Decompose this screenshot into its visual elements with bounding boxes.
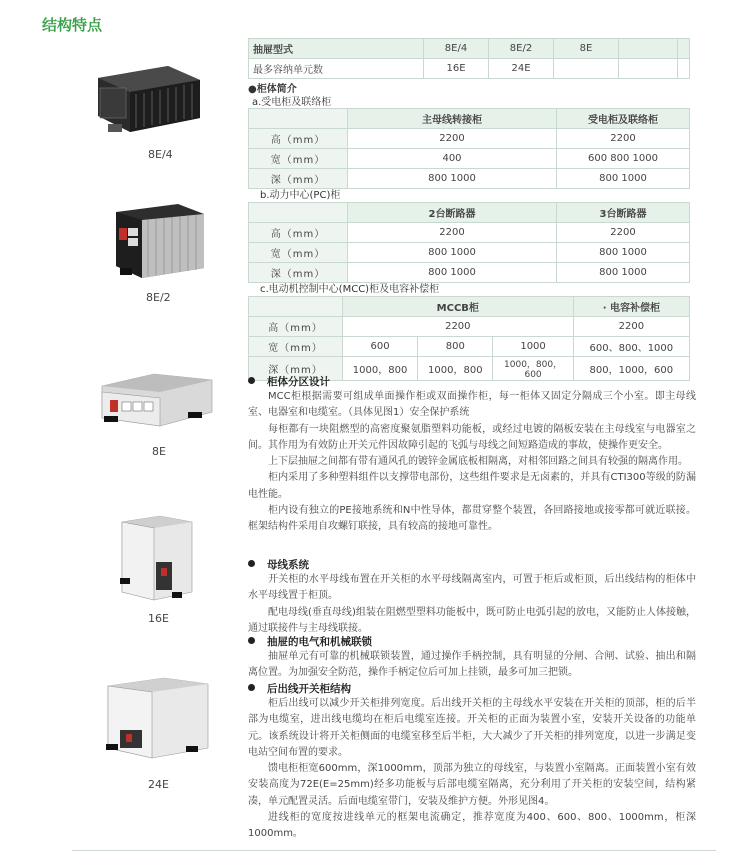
table-cell: 2200	[348, 223, 557, 243]
drawer-16e-image	[116, 512, 196, 608]
paragraph: 开关柜的水平母线布置在开关柜的水平母线隔离室内，可置于柜后或柜顶，后出线结构的柜体中水平母线置于柜顶。	[248, 574, 696, 602]
drawer-8e-image	[96, 368, 216, 436]
table-cell: 深（mm）	[249, 263, 348, 283]
table-cell: 深（mm）	[249, 357, 343, 381]
section-heading-text: 抽屉的电气和机械联锁	[267, 636, 372, 648]
table-cell: 800 1000	[557, 169, 690, 189]
table-header-cell: 8E/2	[489, 39, 554, 59]
paragraph: 抽屉单元有可靠的机械联锁装置，通过操作手柄控制，具有明显的分闸、合闸、试验、抽出和隔离位置。为加强安全防范，操作手柄定位后可加上挂锁，最多可加三把锁。	[248, 651, 696, 679]
drawer-label: 16E	[148, 612, 169, 625]
table-header-cell	[678, 39, 690, 59]
table-row	[249, 223, 690, 243]
table-cell: 2200	[342, 317, 573, 337]
table-header-cell: 主母线转接柜	[348, 109, 557, 129]
table-row	[249, 149, 690, 169]
cabinet-intro-heading: ●柜体简介	[248, 84, 297, 95]
section-heading-text: 柜体分区设计	[267, 376, 330, 388]
paragraph: 每柜都有一块阻燃型的高密度聚氨脂塑料功能板，或经过电镀的隔板安装在主母线室与电器室之间。其作用为有效防止开关元件因故障引起的飞弧与母线之间短路造成的事故，使操作更安全。	[248, 423, 696, 451]
bullet-icon	[248, 377, 255, 384]
table-cell: 800 1000	[348, 243, 557, 263]
table-cell: 2200	[348, 129, 557, 149]
table-row	[249, 297, 690, 317]
table-header-cell	[249, 297, 343, 317]
table-cell: 高（mm）	[249, 317, 343, 337]
bullet-icon	[248, 560, 255, 567]
section-heading	[248, 557, 309, 572]
table-cell: 1000	[493, 337, 573, 357]
section-heading	[248, 634, 372, 649]
table-cell: 24E	[489, 59, 554, 79]
table-cell: 16E	[424, 59, 489, 79]
footer-divider	[72, 850, 716, 851]
table-row	[249, 59, 690, 79]
section-body	[248, 649, 696, 682]
table-header-cell: · 电容补偿柜	[573, 297, 689, 317]
table-cell: 600	[342, 337, 417, 357]
paragraph: 柜后出线可以减少开关柜排列宽度。后出线开关柜的主母线水平安装在开关柜的顶部，柜的后半部为电缆室，进出线电缆均在柜后电缆室连接。开关柜的正面为装置小室，安装开关设备的功能单元。该系统设计将开关柜侧面的电缆室移至后半柜，大大减少了开关柜的排列宽度，以进一步满足变电站空间布置的要求。	[248, 698, 696, 758]
table-header-cell: 受电柜及联络柜	[557, 109, 690, 129]
paragraph: 上下层抽屉之间都有带有通风孔的镀锌金属底板相隔离，对相邻回路之间具有较强的隔离作用。	[268, 456, 688, 468]
section-heading	[248, 374, 330, 389]
table-cell: 800 1000	[557, 243, 690, 263]
section-body	[248, 696, 696, 843]
drawer-label: 8E/2	[146, 291, 171, 304]
table-row	[249, 129, 690, 149]
section-body	[248, 389, 696, 536]
section-heading	[248, 681, 351, 696]
paragraph: 配电母线(垂直母线)组装在阻燃型塑料功能板中，既可防止电弧引起的放电，又能防止人体接触，通过联接件与主母线联接。	[248, 606, 696, 634]
section-body	[248, 572, 696, 637]
section-heading-text: 后出线开关柜结构	[267, 683, 351, 695]
table-cell: 1000，800，600	[493, 357, 573, 381]
table-cell: 800 1000	[348, 263, 557, 283]
paragraph: 柜内采用了多种塑料组件以支撑带电部份，这些组件要求是无卤素的，并具有CTI300等级的防漏电性能。	[248, 472, 696, 500]
table-row	[249, 203, 690, 223]
table-cell: 高（mm）	[249, 129, 348, 149]
table-cell: 800 1000	[557, 263, 690, 283]
table-cell: 800，1000，600	[573, 357, 689, 381]
table-header-cell	[249, 203, 348, 223]
table-header-cell: 抽屉型式	[249, 39, 424, 59]
section-c-title: c.电动机控制中心(MCC)柜及电容补偿柜	[260, 284, 440, 295]
section-a-table	[248, 108, 690, 189]
table-row	[249, 317, 690, 337]
drawer-label: 24E	[148, 778, 169, 791]
bullet-icon	[248, 684, 255, 691]
table-row	[249, 109, 690, 129]
drawer-type-table	[248, 38, 690, 79]
drawer-8e4-image	[88, 58, 208, 138]
page-title: 结构特点	[42, 16, 103, 34]
table-cell: 最多容纳单元数	[249, 59, 424, 79]
table-cell: 600 800 1000	[557, 149, 690, 169]
table-cell: 宽（mm）	[249, 243, 348, 263]
table-header-cell: 8E	[554, 39, 619, 59]
table-cell: 宽（mm）	[249, 149, 348, 169]
table-cell: 1000，800	[418, 357, 493, 381]
table-cell: 400	[348, 149, 557, 169]
table-cell: 高（mm）	[249, 223, 348, 243]
section-a-title: a.受电柜及联络柜	[252, 97, 332, 108]
drawer-24e-image	[100, 674, 212, 766]
drawer-8e2-image	[108, 198, 208, 282]
table-header-cell: 3台断路器	[557, 203, 690, 223]
table-header-cell	[249, 109, 348, 129]
table-cell	[619, 59, 678, 79]
paragraph: 进线柜的宽度按进线单元的框架电流确定，推荐宽度为400、600、800、1000mm，柜深1000mm。	[248, 812, 696, 840]
section-b-title: b.动力中心(PC)柜	[260, 190, 341, 201]
paragraph: 柜内设有独立的PE接地系统和N中性导体，都贯穿整个装置，各回路接地或接零都可就近联接。框架结构件采用自攻螺钉联接，具有较高的接地可靠性。	[248, 505, 696, 533]
table-cell: 2200	[573, 317, 689, 337]
table-cell: 600、800、1000	[573, 337, 689, 357]
table-cell	[678, 59, 690, 79]
table-header-cell: 2台断路器	[348, 203, 557, 223]
table-cell: 深（mm）	[249, 169, 348, 189]
paragraph: 馈电柜柜宽600mm，深1000mm，顶部为独立的母线室，与装置小室隔离。正面装置小室有效安装高度为72E(E=25mm)经多功能板与后部电缆室隔离，充分利用了开关柜的安装空间，结构紧凑，单元配置灵活。后面电缆室带门，安装及维护方便。外形见图4。	[248, 763, 696, 807]
paragraph: MCC柜根据需要可组成单面操作柜或双面操作柜，每一柜体又固定分隔成三个小室。即主母线室、电器室和电缆室。（具体见图1）安全保护系统	[248, 391, 696, 419]
table-cell	[554, 59, 619, 79]
table-cell: 800 1000	[348, 169, 557, 189]
drawer-label: 8E/4	[148, 148, 173, 161]
bullet-icon	[248, 637, 255, 644]
table-cell: 800	[418, 337, 493, 357]
table-row	[249, 39, 690, 59]
table-cell: 2200	[557, 223, 690, 243]
section-b-table	[248, 202, 690, 283]
table-row	[249, 243, 690, 263]
table-cell: 宽（mm）	[249, 337, 343, 357]
drawer-label: 8E	[152, 445, 166, 458]
table-header-cell: MCCB柜	[342, 297, 573, 317]
table-cell: 2200	[557, 129, 690, 149]
section-heading-text: 母线系统	[267, 559, 309, 571]
table-header-cell	[619, 39, 678, 59]
table-cell: 1000，800	[342, 357, 417, 381]
table-header-cell: 8E/4	[424, 39, 489, 59]
section-c-table	[248, 296, 690, 381]
table-row	[249, 337, 690, 357]
